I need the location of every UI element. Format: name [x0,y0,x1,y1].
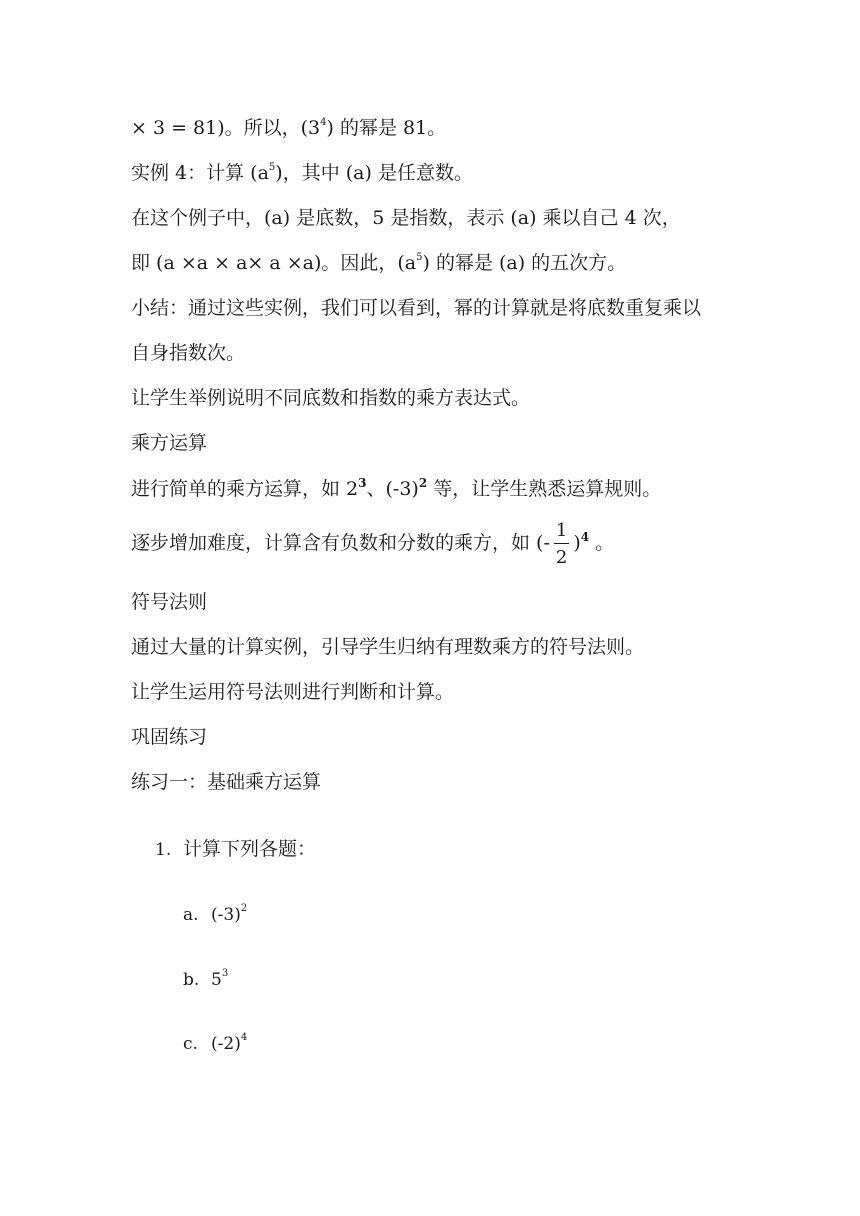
heading-power-operations: 乘方运算 [131,432,208,454]
expression-base: 5 [211,970,222,990]
paragraph-summary-line2: 自身指数次。 [131,342,246,364]
text-segment: 逐步增加难度，计算含有负数和分数的乘方，如 (- [131,532,550,554]
paragraph-example4-conclusion [131,251,626,275]
exponent: 2 [240,903,248,914]
text-segment: 实例 4：计算 (a [131,162,269,184]
paragraph-example3-conclusion [131,116,446,140]
list-marker: a. [183,905,199,925]
text-segment: 即 (a ×a × a× a ×a)。因此，(a [131,252,417,274]
expression-base: (-3) [211,905,241,925]
paragraph-harder-powers [131,518,614,568]
paragraph-example4-title [131,161,473,185]
text-segment: ) 的幂是 (a) 的五次方。 [422,252,627,274]
text-segment: 等，让学生熟悉运算规则。 [427,478,662,500]
text-segment: × 3 = 81)。所以，(3 [131,117,321,139]
exponent: 5 [268,162,276,173]
paragraph-sign-rules-induction: 通过大量的计算实例，引导学生归纳有理数乘方的符号法则。 [131,636,645,658]
text-segment: 进行简单的乘方运算，如 2 [131,478,359,500]
fraction-denominator: 2 [555,546,568,568]
exponent: 3 [221,968,229,979]
heading-exercise-one: 练习一：基础乘方运算 [131,771,322,793]
list-item-1 [155,837,316,862]
exponent: 4 [580,530,590,544]
text-segment: 。 [589,532,615,554]
text-segment: )，其中 (a) 是任意数。 [275,162,473,184]
exponent: 2 [418,476,428,490]
heading-sign-rules: 符号法则 [131,591,208,613]
paragraph-example4-explanation: 在这个例子中，(a) 是底数，5 是指数，表示 (a) 乘以自己 4 次， [131,207,681,229]
text-segment: ) 的幂是 81。 [326,117,447,139]
text-segment: ) [573,532,581,554]
heading-consolidation-practice: 巩固练习 [131,726,208,748]
paragraph-sign-rules-practice: 让学生运用符号法则进行判断和计算。 [131,681,455,703]
paragraph-student-examples: 让学生举例说明不同底数和指数的乘方表达式。 [131,387,531,409]
list-marker: c. [183,1034,198,1054]
sub-item-a [183,902,247,927]
text-segment: 、(-3) [366,478,419,500]
list-item-text: 计算下列各题： [183,838,317,860]
paragraph-summary-line1: 小结：通过这些实例，我们可以看到，幂的计算就是将底数重复乘以 [131,297,702,319]
list-marker: 1. [155,840,172,860]
fraction [554,519,569,568]
exponent: 4 [240,1032,248,1043]
expression-base: (-2) [211,1034,241,1054]
sub-item-b [183,967,228,992]
exponent: 5 [416,252,423,263]
list-marker: b. [183,970,200,990]
exponent: 4 [320,117,327,128]
exponent: 3 [358,476,367,490]
sub-item-c [183,1031,247,1056]
paragraph-simple-powers [131,477,661,501]
fraction-numerator: 1 [554,522,569,544]
